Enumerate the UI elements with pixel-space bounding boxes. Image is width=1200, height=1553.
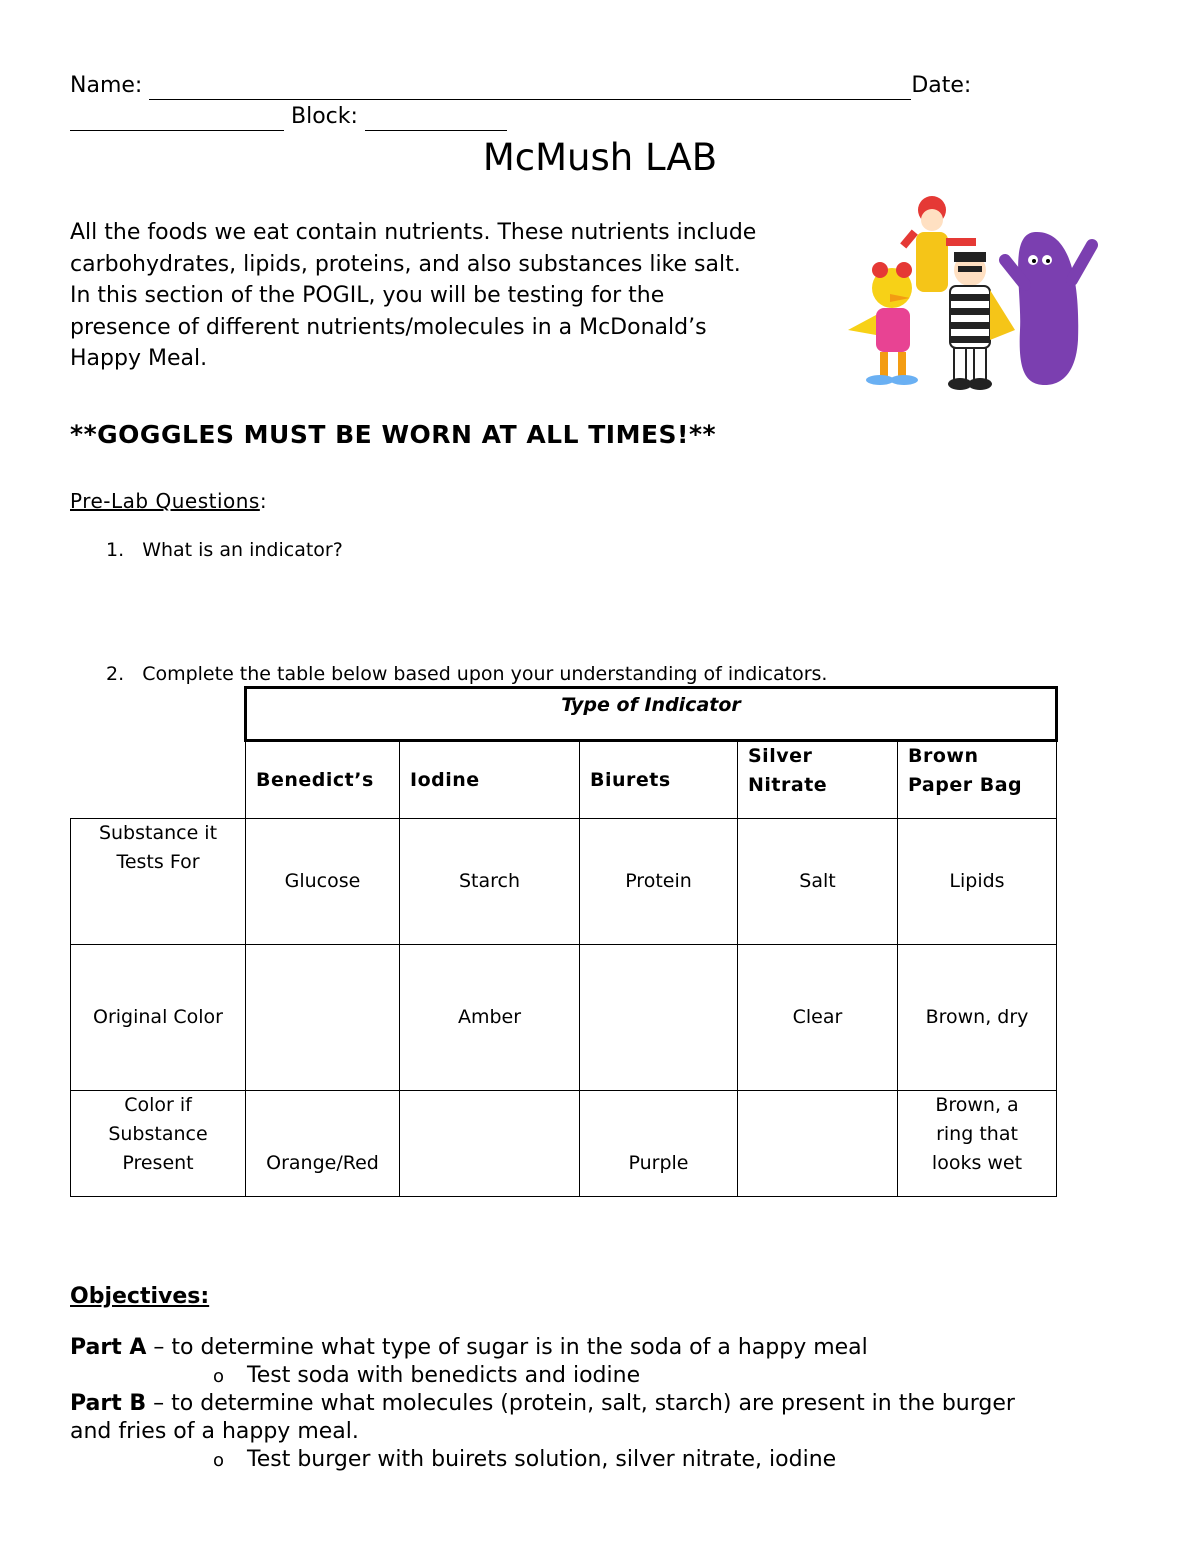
- question-1: [106, 539, 343, 561]
- row-header-original-color: Original Color: [71, 945, 246, 1091]
- prelab-heading: Pre-Lab Questions: [70, 489, 260, 513]
- row-header-color-if-present: [71, 1091, 246, 1197]
- table-cell[interactable]: Starch: [400, 819, 580, 945]
- row-header-line: Present: [122, 1152, 194, 1174]
- table-cell[interactable]: [580, 945, 738, 1091]
- column-header-biurets: Biurets: [580, 741, 738, 819]
- birdie-outfit: [876, 308, 910, 352]
- part-a-bullet: [213, 1362, 640, 1391]
- cell-line: looks wet: [931, 1152, 1023, 1174]
- name-line: [70, 72, 971, 100]
- hamburglar-hat: [954, 252, 986, 262]
- question-text: What is an indicator?: [142, 539, 343, 561]
- objective-part-b: [70, 1390, 1130, 1446]
- bullet-icon: o: [213, 1366, 225, 1387]
- column-header-benedicts: Benedict’s: [246, 741, 400, 819]
- question-number: 1.: [106, 539, 125, 561]
- bullet-icon: o: [213, 1450, 225, 1471]
- bullet-text: Test soda with benedicts and iodine: [247, 1363, 641, 1388]
- intro-line: Happy Meal.: [70, 346, 208, 371]
- part-a-text: – to determine what type of sugar is in the soda of a happy meal: [146, 1335, 868, 1360]
- intro-paragraph: [70, 217, 830, 375]
- question-number: 2.: [106, 663, 125, 685]
- ronald-face: [921, 209, 943, 231]
- page-title: McMush LAB: [482, 136, 718, 179]
- column-header-line: Silver: [748, 745, 813, 767]
- name-label: Name:: [70, 73, 143, 98]
- ronald-arm: [946, 238, 976, 246]
- column-header-iodine: Iodine: [400, 741, 580, 819]
- table-cell[interactable]: [246, 945, 400, 1091]
- part-b-label: Part B: [70, 1391, 147, 1416]
- cell-line: Brown, a: [935, 1094, 1019, 1116]
- column-header-silver-nitrate: [738, 741, 898, 819]
- prelab-colon: :: [259, 489, 268, 513]
- table-cell[interactable]: Protein: [580, 819, 738, 945]
- name-field[interactable]: [149, 77, 911, 100]
- column-header-line: Paper Bag: [908, 774, 1023, 796]
- ronald-arm: [900, 230, 918, 249]
- part-b-bullet: [213, 1446, 836, 1475]
- table-cell[interactable]: Clear: [738, 945, 898, 1091]
- part-b-text: – to determine what molecules (protein, salt, starch) are present in the burger: [146, 1391, 1015, 1416]
- block-line: [70, 103, 507, 131]
- bullet-text: Test burger with buirets solution, silver nitrate, iodine: [247, 1447, 837, 1472]
- table-cell[interactable]: Amber: [400, 945, 580, 1091]
- table-corner: [71, 741, 246, 819]
- column-header-line: Brown: [908, 745, 979, 767]
- intro-line: In this section of the POGIL, you will be testing for the: [70, 283, 665, 308]
- table-cell[interactable]: Purple: [580, 1091, 738, 1197]
- ronald-suit: [916, 232, 948, 292]
- column-header-line: Nitrate: [748, 774, 828, 796]
- table-cell[interactable]: Glucose: [246, 819, 400, 945]
- intro-line: All the foods we eat contain nutrients. These nutrients include: [70, 220, 757, 245]
- objective-part-a: [70, 1334, 1130, 1362]
- question-text: Complete the table below based upon your understanding of indicators.: [142, 663, 828, 685]
- block-label: Block:: [291, 104, 358, 129]
- row-header-line: Substance it: [98, 822, 218, 844]
- table-cell[interactable]: Lipids: [898, 819, 1057, 945]
- part-b-text-line2: and fries of a happy meal.: [70, 1419, 359, 1444]
- mcdonalds-characters-image: [840, 190, 1100, 395]
- table-row: [71, 819, 1057, 945]
- table-corner: [71, 688, 246, 741]
- objectives-heading: Objectives:: [70, 1284, 210, 1309]
- intro-line: carbohydrates, lipids, proteins, and also substances like salt.: [70, 251, 741, 277]
- column-header-brown-paper-bag: [898, 741, 1057, 819]
- table-cell[interactable]: Salt: [738, 819, 898, 945]
- part-a-label: Part A: [70, 1335, 147, 1360]
- table-cell[interactable]: [898, 1091, 1057, 1197]
- question-2: [106, 663, 827, 685]
- block-field[interactable]: [365, 108, 507, 131]
- row-header-line: Substance: [108, 1123, 208, 1145]
- table-caption: Type of Indicator: [246, 688, 1057, 741]
- grimace-body: [1018, 232, 1078, 385]
- cell-line: ring that: [936, 1123, 1018, 1145]
- table-cell[interactable]: [400, 1091, 580, 1197]
- table-row: [71, 1091, 1057, 1197]
- prelab-heading-line: [70, 489, 267, 513]
- table-cell[interactable]: Orange/Red: [246, 1091, 400, 1197]
- row-header-line: Color if: [124, 1094, 192, 1116]
- date-field[interactable]: [70, 108, 284, 131]
- date-label: Date:: [911, 73, 972, 98]
- row-header-line: Tests For: [116, 851, 200, 873]
- table-row: [71, 945, 1057, 1091]
- table-cell[interactable]: [738, 1091, 898, 1197]
- intro-line: presence of different nutrients/molecules in a McDonald’s: [70, 314, 707, 340]
- indicator-table: [70, 686, 1058, 1197]
- row-header-substance: [71, 819, 246, 945]
- goggles-warning: **GOGGLES MUST BE WORN AT ALL TIMES!**: [70, 420, 717, 449]
- table-cell[interactable]: Brown, dry: [898, 945, 1057, 1091]
